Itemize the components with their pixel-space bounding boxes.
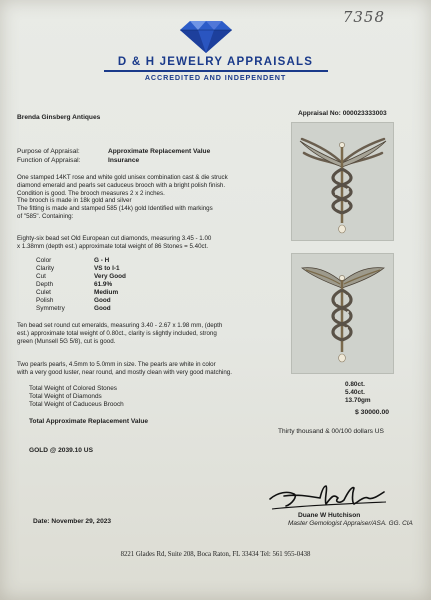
grading-label: Symmetry	[36, 305, 65, 312]
handwritten-number: 7358	[342, 8, 385, 26]
emeralds-line: green (Munsell 5G 5/8), cut is good.	[17, 337, 116, 345]
company-name: D & H JEWELRY APPRAISALS	[117, 56, 314, 68]
total-label: Total Weight of Colored Stones	[29, 385, 117, 392]
signer-title: Master Gemologist Appraiser/ASA. GG. CIA	[288, 520, 413, 527]
purpose-label: Purpose of Appraisal:	[17, 148, 80, 155]
description-line: The fitting is made and stamped 585 (14k) gold Identified with markings	[17, 205, 213, 212]
diamonds-description	[17, 235, 211, 251]
gold-price: GOLD @ 2039.10 US	[29, 447, 93, 454]
function-label: Function of Appraisal:	[17, 157, 81, 164]
appraisal-number: Appraisal No: 000023333003	[298, 110, 387, 117]
brooch-photo-angle	[291, 253, 394, 374]
replacement-amount: $ 30000.00	[355, 409, 390, 416]
diamonds-line: Eighty-six bead set Old European cut diamonds, measuring 3.45 - 1.00	[17, 235, 212, 242]
grading-value: Good	[94, 305, 111, 312]
grading-value: Good	[94, 297, 111, 304]
grading-label: Color	[36, 257, 52, 264]
emeralds-description	[17, 322, 222, 345]
function-value: Insurance	[108, 157, 140, 164]
grading-value: VS to I-1	[94, 265, 120, 272]
grading-value: G - H	[94, 257, 110, 264]
pearls-line: with a very good luster, near round, and mostly clean with very good matching.	[17, 368, 232, 376]
description-line: diamond emerald and pearls set caduceus brooch with a bright polish finish.	[17, 181, 226, 189]
grading-value: Very Good	[94, 273, 126, 280]
replacement-words: Thirty thousand & 00/100 dollars US	[278, 428, 384, 435]
total-label: Total Weight of Diamonds	[29, 393, 102, 400]
description-line: One stamped 14KT rose and white gold unisex combination cast & die struck	[17, 174, 228, 181]
pearls-line: Two pearls pearls, 4.5mm to 5.0mm in size. The pearls are white in color	[17, 361, 216, 368]
pearls-description	[17, 361, 232, 377]
grading-label: Clarity	[36, 265, 55, 272]
description	[17, 174, 228, 221]
diamond-logo-icon	[178, 20, 234, 54]
grading-label: Cut	[36, 273, 46, 280]
footer-address: 8221 Glades Rd, Suite 208, Boca Raton, FL 33434 Tel: 561 955-0438	[120, 551, 311, 558]
grading-value: 61.9%	[94, 281, 113, 288]
grading-label: Depth	[36, 281, 54, 288]
company-tagline: ACCREDITED AND INDEPENDENT	[144, 73, 287, 82]
appraisal-date: Date: November 29, 2023	[33, 518, 112, 525]
header-divider	[104, 70, 328, 72]
signer-name: Duane W Hutchison	[298, 512, 361, 519]
grading-label: Culet	[36, 289, 51, 296]
diamonds-line: x 1.38mm (depth est.) approximate total weight of 86 Stones = 5.40ct.	[17, 242, 209, 250]
purpose-value: Approximate Replacement Value	[108, 148, 211, 155]
total-value: 13.70gm	[345, 397, 371, 404]
description-line: The brooch is made in 18k gold and silver	[17, 197, 132, 205]
total-value: 0.80ct.	[345, 381, 365, 388]
emeralds-line: Ten bead set round cut emeralds, measuring 3.40 - 2.67 x 1.98 mm, (depth	[17, 322, 223, 329]
description-line: Condition is good. The brooch measures 2 x 2 inches.	[17, 189, 165, 197]
grading-value: Medium	[94, 289, 119, 296]
replacement-label: Total Approximate Replacement Value	[29, 418, 149, 425]
client-name: Brenda Ginsberg Antiques	[17, 114, 101, 121]
grading-label: Polish	[36, 297, 54, 304]
total-value: 5.40ct.	[345, 389, 365, 396]
brooch-photo-front	[291, 122, 394, 241]
description-line: of "585". Containing:	[17, 212, 74, 220]
total-label: Total Weight of Caduceus Brooch	[29, 401, 124, 408]
emeralds-line: est.) approximate total weight of 0.80ct., clarity is slightly included, strong	[17, 329, 217, 337]
